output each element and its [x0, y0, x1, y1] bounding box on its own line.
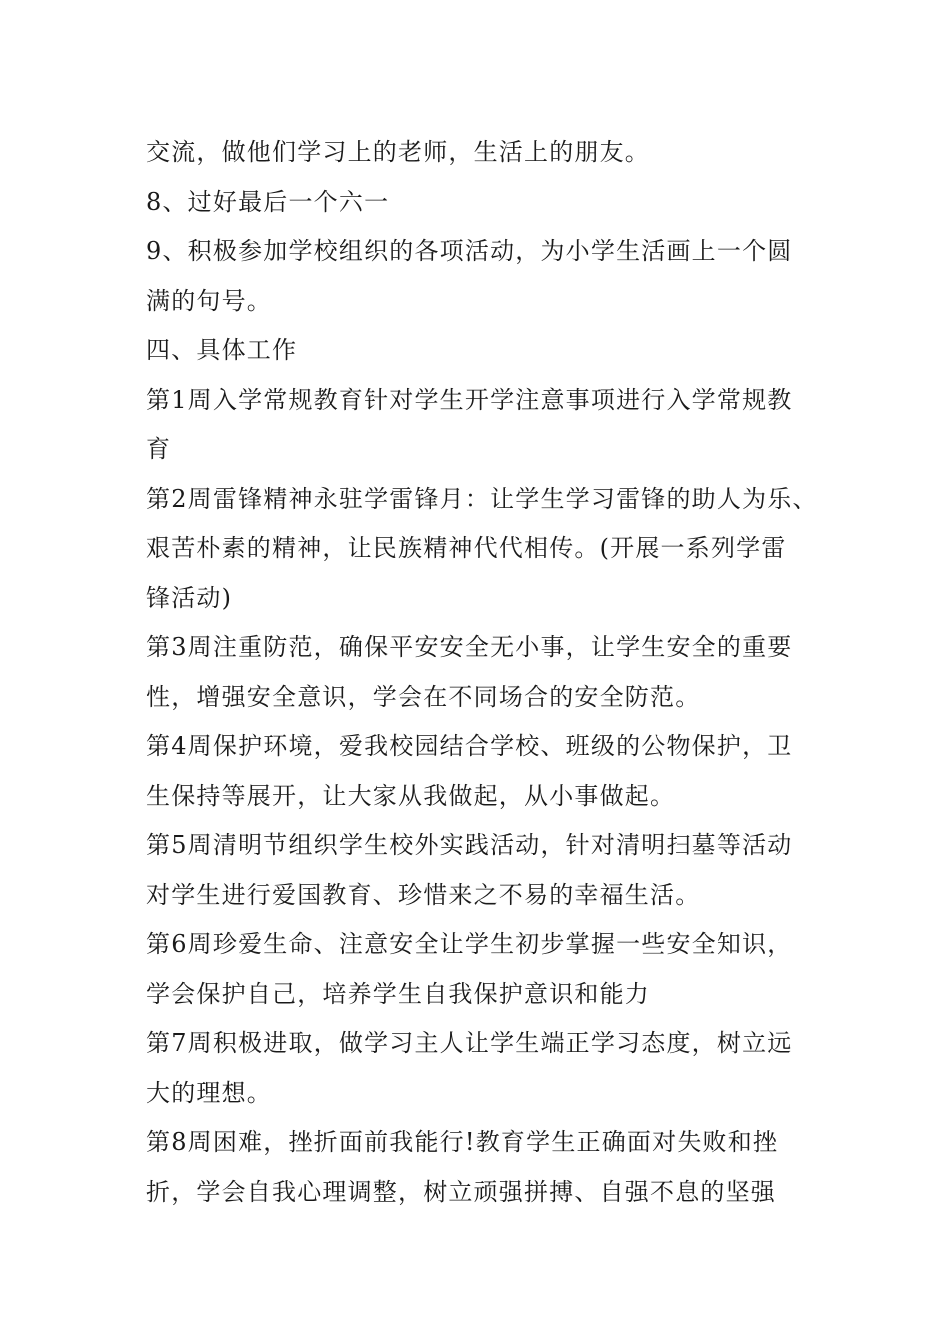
text-line: 第5周清明节组织学生校外实践活动，针对清明扫墓等活动: [146, 831, 793, 859]
text-line: 第6周珍爱生命、注意安全让学生初步掌握一些安全知识，: [146, 930, 793, 958]
text-line: 第7周积极进取，做学习主人让学生端正学习态度，树立远: [146, 1029, 793, 1057]
text-line: 折，学会自我心理调整，树立顽强拼搏、自强不息的坚强: [146, 1177, 776, 1206]
text-line: 对学生进行爱国教育、珍惜来之不易的幸福生活。: [146, 880, 701, 909]
text-line: 学会保护自己，培养学生自我保护意识和能力: [146, 979, 650, 1008]
text-line: 第8周困难，挫折面前我能行!教育学生正确面对失败和挫: [146, 1128, 779, 1156]
text-line: 第1周入学常规教育针对学生开学注意事项进行入学常规教: [146, 385, 793, 414]
text-line: 第3周注重防范，确保平安安全无小事，让学生安全的重要: [146, 633, 793, 661]
text-line: 8、过好最后一个六一: [146, 187, 390, 216]
text-line: 艰苦朴素的精神，让民族精神代代相传。(开展一系列学雷: [146, 534, 787, 562]
text-line: 大的理想。: [146, 1078, 272, 1107]
section-heading: 四、具体工作: [146, 336, 298, 364]
body-text: [146, 128, 818, 1217]
text-line: 交流，做他们学习上的老师，生活上的朋友。: [146, 138, 650, 166]
text-line: 锋活动): [146, 583, 233, 612]
text-line: 性，增强安全意识，学会在不同场合的安全防范。: [146, 682, 701, 711]
text-line: 满的句号。: [146, 286, 272, 315]
text-line: 生保持等展开，让大家从我做起，从小事做起。: [146, 781, 676, 810]
text-line: 第2周雷锋精神永驻学雷锋月：让学生学习雷锋的助人为乐、: [146, 484, 818, 513]
text-line: 第4周保护环境，爱我校园结合学校、班级的公物保护，卫: [146, 732, 793, 760]
text-line: 育: [146, 435, 172, 463]
text-line: 9、积极参加学校组织的各项活动，为小学生活画上一个圆: [146, 237, 793, 265]
